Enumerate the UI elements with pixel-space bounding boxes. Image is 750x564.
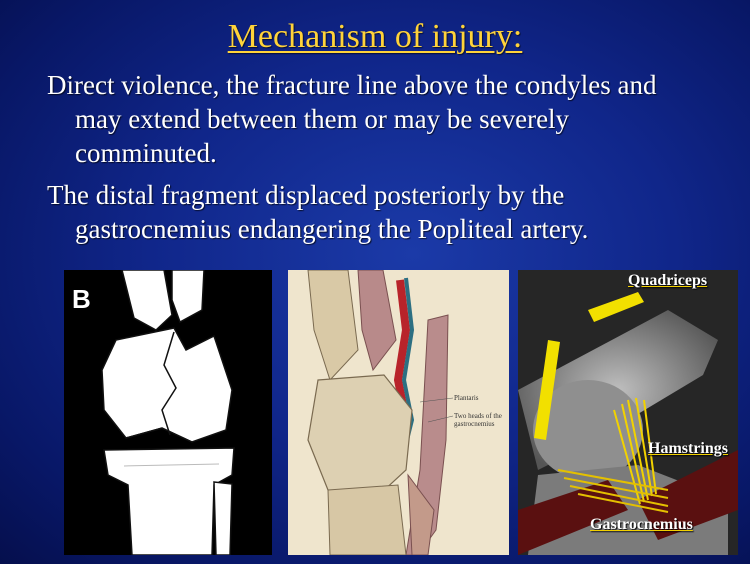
paragraph-displacement: The distal fragment displaced posteriorly by the gastrocnemius endangering the Popliteal artery. bbox=[47, 180, 589, 245]
label-quadriceps: Quadriceps bbox=[628, 272, 708, 289]
paragraph-mechanism: Direct violence, the fracture line above the condyles and may extend between them or may be severely comminuted. bbox=[47, 70, 657, 169]
fracture-diagram-drawing bbox=[64, 270, 272, 555]
slide-body bbox=[47, 68, 707, 254]
label-gastrocnemius: Gastrocnemius bbox=[590, 516, 693, 533]
muscle-forces-drawing bbox=[518, 270, 738, 555]
annotation-plantaris: Plantaris bbox=[454, 394, 479, 402]
image-label-b: B bbox=[72, 284, 91, 314]
muscle-forces-image bbox=[518, 270, 738, 555]
anatomy-illustration-image bbox=[288, 270, 509, 555]
label-hamstrings: Hamstrings bbox=[648, 440, 728, 457]
slide-title: Mechanism of injury: bbox=[227, 18, 523, 55]
annotation-gastrocnemius-heads: Two heads of the gastrocnemius bbox=[454, 412, 502, 428]
fracture-diagram-image bbox=[64, 270, 272, 555]
